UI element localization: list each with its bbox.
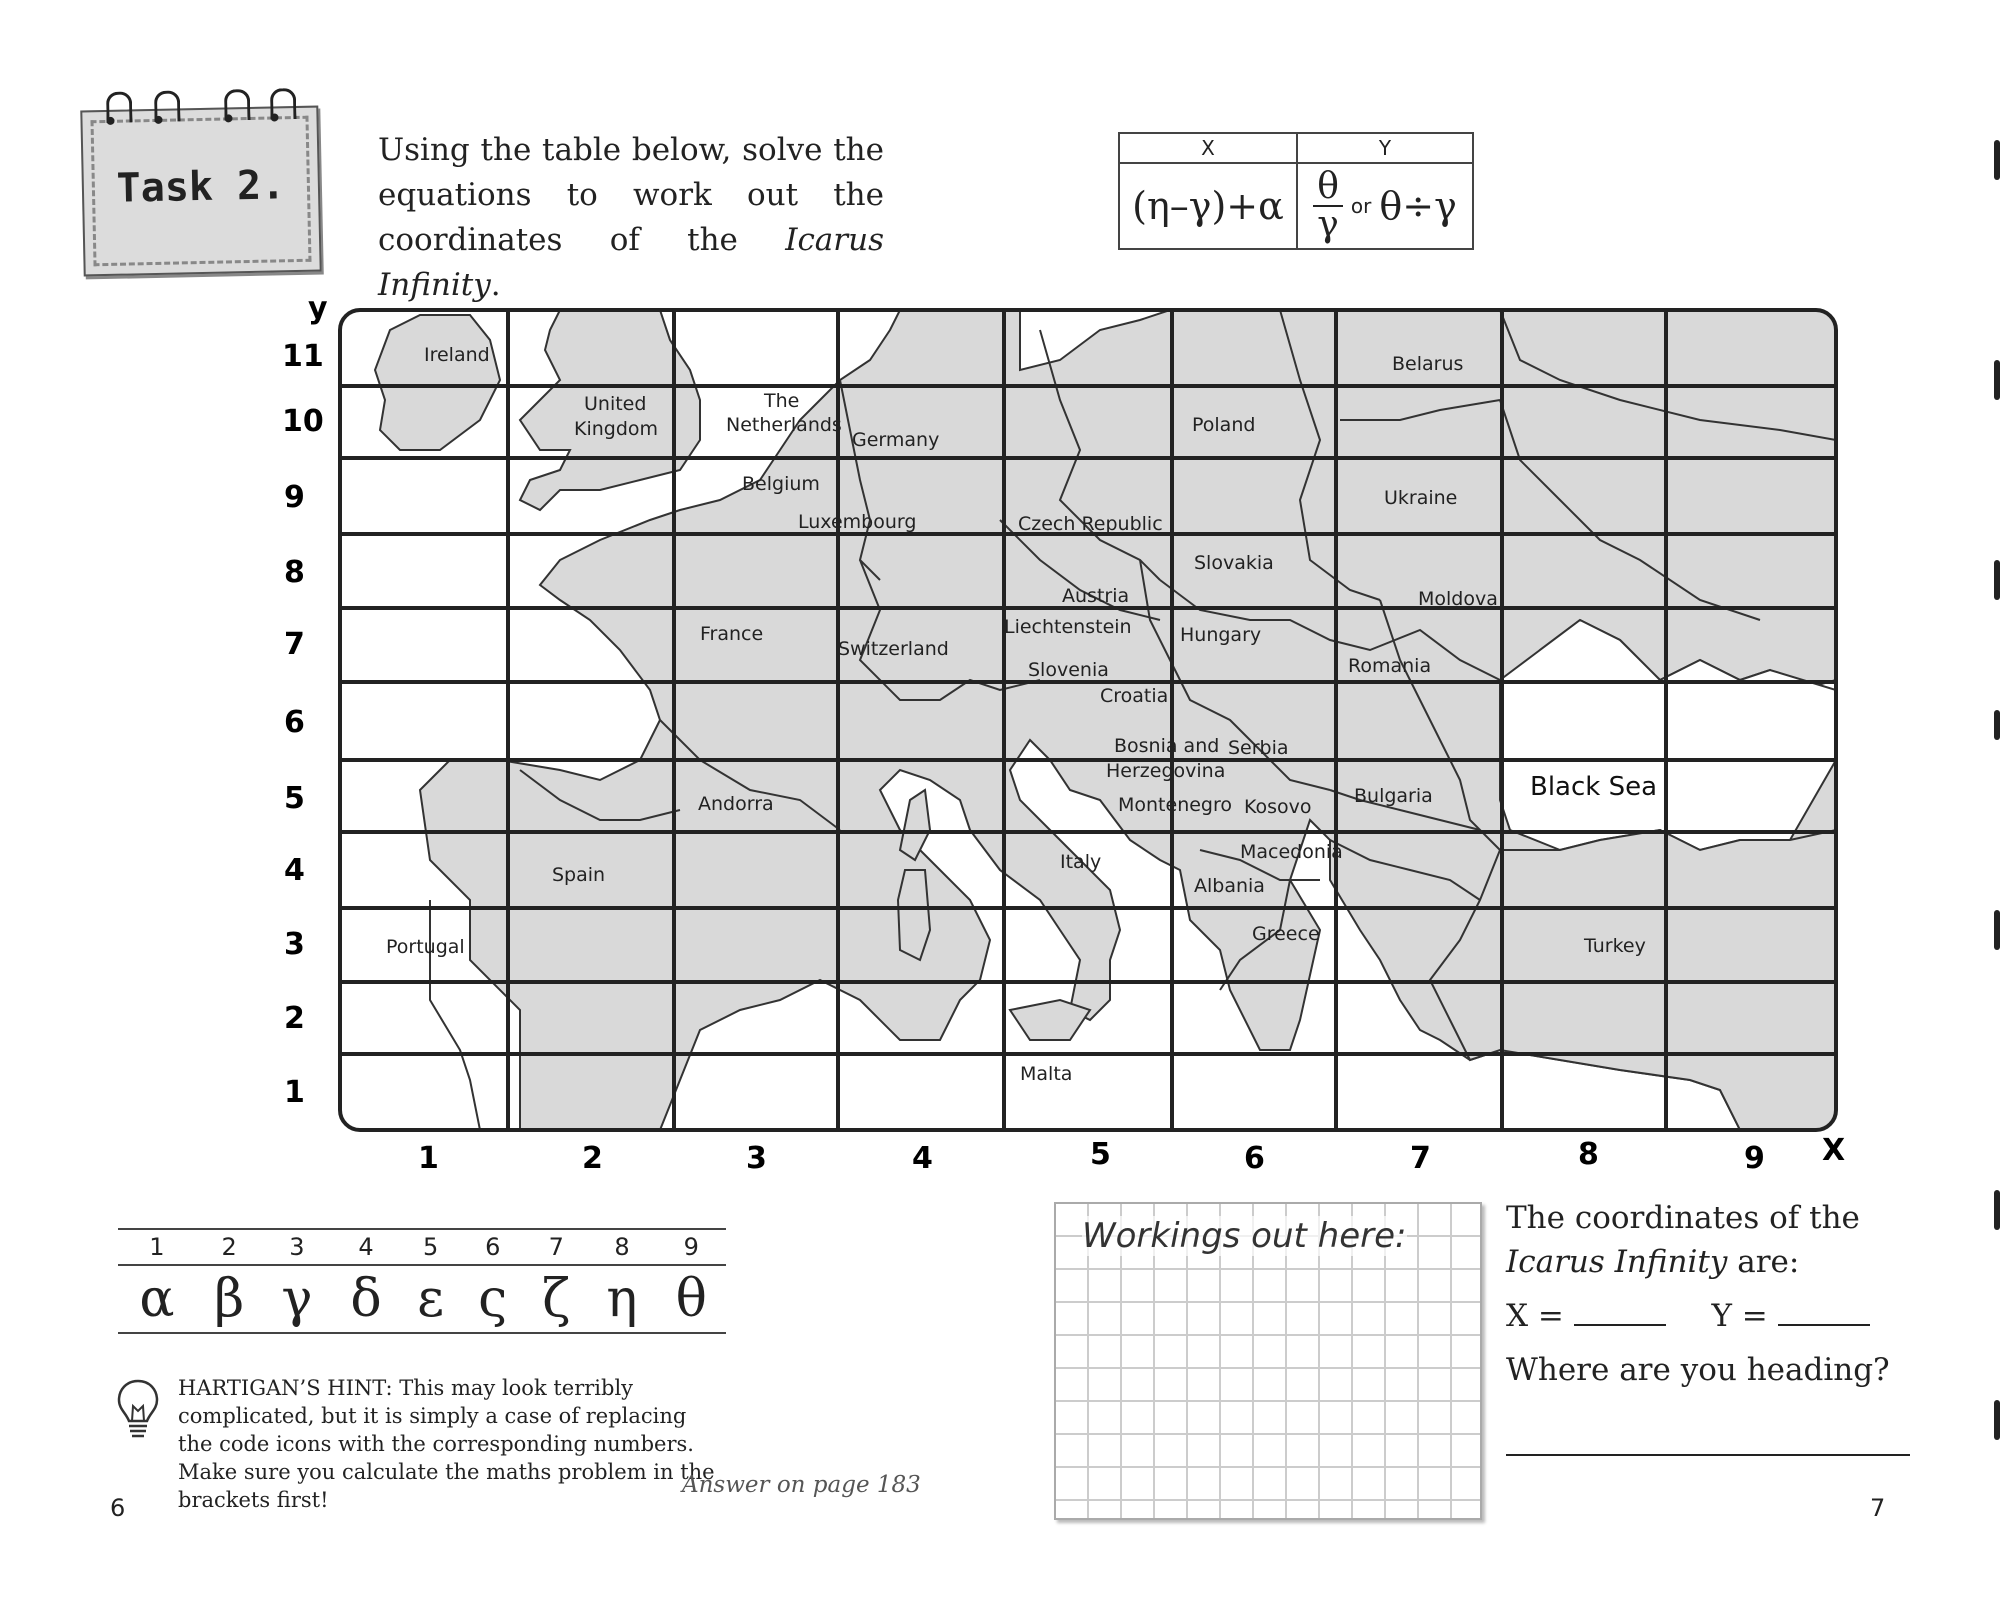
y-tick: 8	[284, 555, 305, 590]
y-denominator: γ	[1317, 204, 1339, 245]
y-header: Y	[1297, 133, 1473, 163]
label-slovakia: Slovakia	[1194, 552, 1274, 574]
task-title: Task 2.	[116, 162, 286, 212]
or-label: or	[1350, 194, 1372, 218]
x-answer-blank[interactable]	[1574, 1294, 1666, 1326]
x-tick: 8	[1578, 1137, 1599, 1172]
x-tick: 9	[1744, 1141, 1765, 1176]
y-numerator: θ	[1313, 169, 1343, 207]
label-herzegovina: Herzegovina	[1106, 760, 1226, 782]
coords-are: are:	[1727, 1244, 1800, 1280]
label-belgium: Belgium	[742, 473, 820, 495]
label-romania: Romania	[1348, 655, 1432, 677]
label-turkey: Turkey	[1584, 935, 1646, 957]
label-poland: Poland	[1192, 414, 1256, 436]
x-tick: 4	[912, 1141, 933, 1176]
code-symbol: α	[118, 1265, 196, 1333]
label-belarus: Belarus	[1392, 353, 1464, 375]
label-netherlands: Netherlands	[726, 414, 842, 436]
label-ireland: Ireland	[424, 344, 490, 366]
x-equation: (η–γ)+α	[1119, 163, 1297, 249]
landmass	[340, 310, 1836, 1130]
code-number: 7	[525, 1229, 587, 1265]
code-number: 9	[657, 1229, 726, 1265]
intro-text: Using the table below, solve the equations to work out the coordinates of the	[378, 132, 884, 258]
x-tick: 5	[1090, 1137, 1111, 1172]
code-number: 5	[401, 1229, 461, 1265]
code-symbol: ς	[460, 1265, 525, 1333]
code-symbol: δ	[331, 1265, 400, 1333]
code-symbol: γ	[262, 1265, 331, 1333]
label-albania: Albania	[1194, 875, 1265, 897]
y-alt-equation: θ÷γ	[1379, 184, 1457, 228]
y-axis	[282, 291, 328, 1110]
label-ukraine: Ukraine	[1384, 487, 1458, 509]
y-answer-blank[interactable]	[1778, 1294, 1870, 1326]
label-croatia: Croatia	[1100, 685, 1169, 707]
label-france: France	[700, 623, 764, 645]
x-answer-label: X =	[1506, 1298, 1564, 1334]
label-spain: Spain	[552, 864, 606, 886]
hint-text: HARTIGAN’S HINT: This may look terribly complicated, but it is simply a case of replacing the code icons with the corresponding numbers. Make sure you calculate the maths problem in the brackets first!	[178, 1376, 715, 1512]
label-black-sea: Black Sea	[1530, 772, 1658, 802]
label-bulgaria: Bulgaria	[1354, 785, 1433, 807]
edge-mark	[1994, 360, 2000, 400]
workings-label: Workings out here:	[1082, 1216, 1407, 1256]
page-number-left: 6	[110, 1494, 126, 1522]
label-austria: Austria	[1062, 585, 1130, 607]
code-symbol: ε	[401, 1265, 461, 1333]
y-tick: 7	[284, 627, 305, 662]
label-andorra: Andorra	[698, 793, 774, 815]
label-bosnia: Bosnia and	[1114, 735, 1220, 757]
code-symbol: β	[196, 1265, 263, 1333]
label-switzerland: Switzerland	[838, 638, 949, 660]
label-hungary: Hungary	[1180, 624, 1262, 646]
code-number: 6	[460, 1229, 525, 1265]
x-tick: 6	[1244, 1141, 1265, 1176]
label-macedonia: Macedonia	[1240, 841, 1343, 863]
page-number-right: 7	[1870, 1494, 1886, 1522]
x-axis	[418, 1133, 1845, 1176]
label-liechtenstein: Liechtenstein	[1004, 616, 1132, 638]
x-header: X	[1119, 133, 1297, 163]
x-tick: 7	[1410, 1141, 1431, 1176]
edge-mark	[1994, 560, 2000, 600]
label-moldova: Moldova	[1418, 588, 1498, 610]
coordinates-answer	[1506, 1196, 1926, 1392]
label-kingdom: Kingdom	[574, 418, 659, 440]
label-luxembourg: Luxembourg	[798, 511, 917, 533]
code-symbol: ζ	[525, 1265, 587, 1333]
label-czech-republic: Czech Republic	[1018, 513, 1163, 535]
label-united: United	[584, 393, 647, 415]
y-tick: 3	[284, 927, 305, 962]
label-portugal: Portugal	[386, 936, 465, 958]
code-symbol: θ	[657, 1265, 726, 1333]
edge-mark	[1994, 140, 2000, 180]
x-axis-title: X	[1822, 1133, 1846, 1168]
edge-mark	[1994, 1400, 2000, 1440]
y-tick: 4	[284, 853, 305, 888]
code-symbol: η	[587, 1265, 656, 1333]
answer-reference: Answer on page 183	[682, 1472, 921, 1498]
y-axis-title: y	[308, 291, 328, 326]
label-italy: Italy	[1060, 851, 1102, 873]
y-tick: 5	[284, 781, 305, 816]
destination-question: Where are you heading?	[1506, 1352, 1890, 1388]
label-greece: Greece	[1252, 923, 1320, 945]
workings-grid[interactable]	[1054, 1202, 1482, 1520]
intro-end: .	[490, 267, 501, 303]
ship-name: Icarus Infinity	[378, 222, 884, 303]
x-tick: 2	[582, 1141, 603, 1176]
destination-answer-blank[interactable]	[1506, 1454, 1910, 1456]
coords-ship-name: Icarus Infinity	[1506, 1244, 1728, 1280]
label-malta: Malta	[1020, 1063, 1073, 1085]
code-number: 4	[331, 1229, 400, 1265]
code-number: 3	[262, 1229, 331, 1265]
lightbulb-icon	[116, 1378, 160, 1444]
x-tick: 1	[418, 1141, 439, 1176]
y-tick: 11	[282, 339, 324, 374]
y-tick: 2	[284, 1001, 305, 1036]
label-kosovo: Kosovo	[1244, 796, 1312, 818]
edge-mark	[1994, 910, 2000, 950]
coords-line1: The coordinates of the	[1506, 1200, 1860, 1236]
y-tick: 10	[282, 404, 324, 439]
label-the: The	[764, 390, 800, 412]
y-tick: 1	[284, 1075, 305, 1110]
label-slovenia: Slovenia	[1028, 659, 1109, 681]
label-germany: Germany	[852, 429, 940, 451]
code-number: 8	[587, 1229, 656, 1265]
greek-code-table	[118, 1228, 726, 1334]
y-tick: 6	[284, 705, 305, 740]
label-montenegro: Montenegro	[1118, 794, 1233, 816]
code-number: 1	[118, 1229, 196, 1265]
label-serbia: Serbia	[1228, 737, 1289, 759]
edge-mark	[1994, 710, 2000, 740]
code-number: 2	[196, 1229, 263, 1265]
y-tick: 9	[284, 480, 305, 515]
edge-mark	[1994, 1190, 2000, 1230]
x-tick: 3	[746, 1141, 767, 1176]
y-answer-label: Y =	[1711, 1298, 1768, 1334]
